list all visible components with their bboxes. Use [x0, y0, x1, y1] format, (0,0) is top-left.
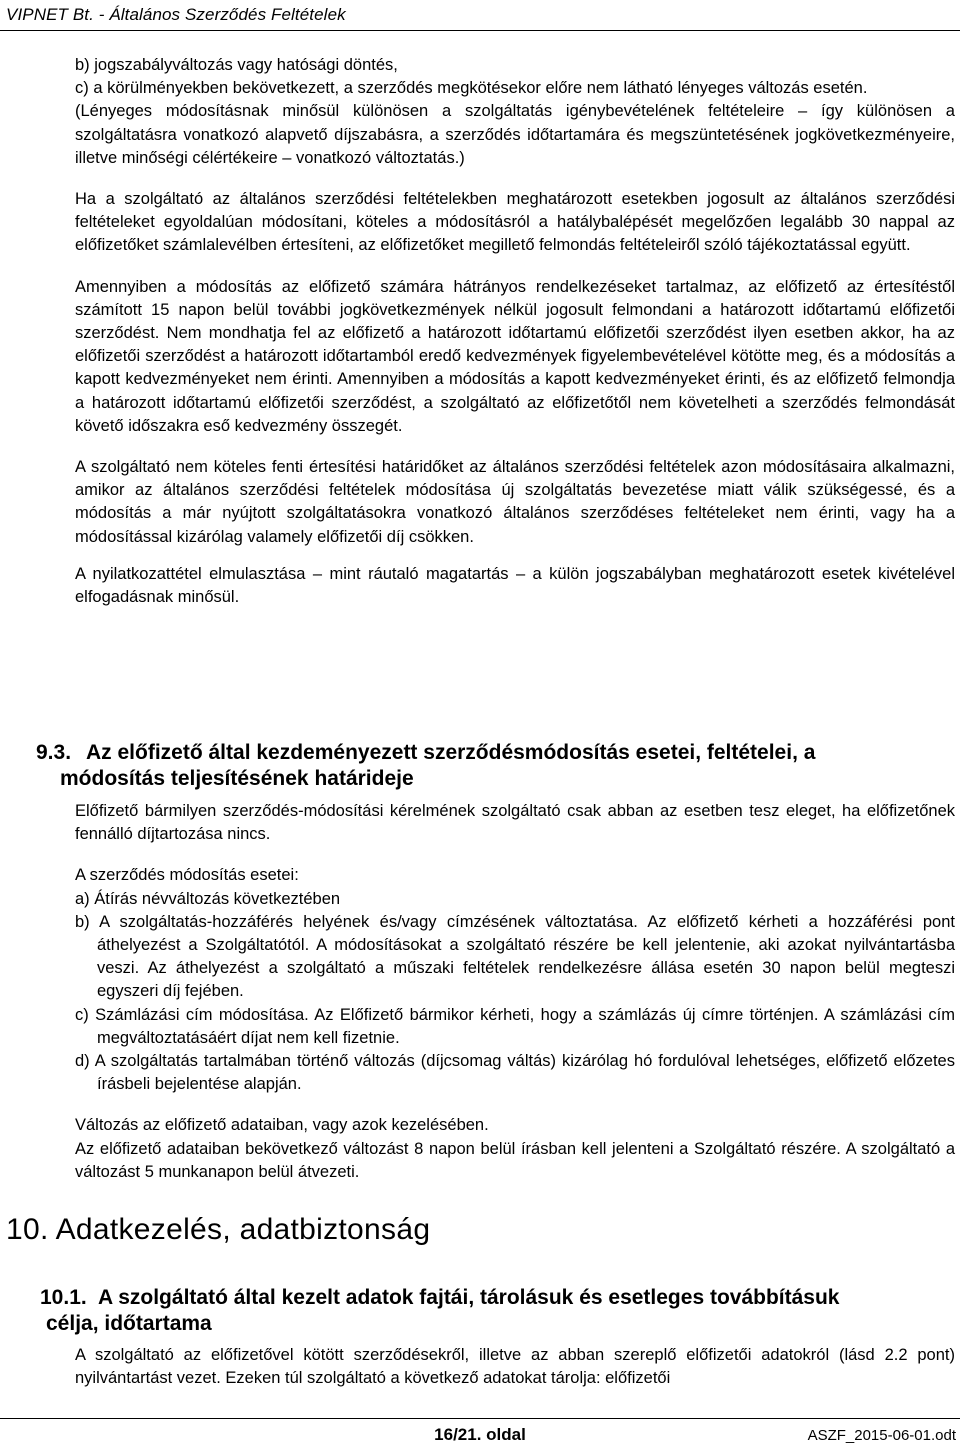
section-10-1-title-line1: A szolgáltató által kezelt adatok fajtái, tárolásuk és esetleges továbbításuk — [98, 1286, 840, 1309]
data-change-line: Változás az előfizető adataiban, vagy azok kezelésében. — [75, 1116, 489, 1135]
section-9-3-title-line2: módosítás teljesítésének határideje — [60, 767, 414, 790]
modification-case-c: c) Számlázási cím módosítása. Az Előfizető bármikor kérheti, hogy a számlázás új címre történjen. A számlázási cím megváltoztatásáért díjat nem kell fizetnie. — [75, 1005, 955, 1047]
section-9-3-title-line1: Az előfizető által kezdeményezett szerződésmódosítás esetei, feltételei, a — [86, 741, 816, 764]
paragraph-unilateral-change: Ha a szolgáltató az általános szerződési feltételekben meghatározott esetekben jogosult az általános szerződési feltételeket egyoldalúan módosítani, köteles a módosításról a hatálybalépését megelőzően legalább 30 nappal az előfizetőket számlalevélben értesíteni, az előfizetőket megillető felmondás feltételeiről szóló tájékoztatással együtt. — [75, 190, 955, 255]
modification-case-d: d) A szolgáltatás tartalmában történő változás (díjcsomag váltás) kizárólag hó fordulóval lehetséges, előfizető előzetes írásbeli bejelentése alapján. — [75, 1052, 955, 1094]
modification-case-b: b) A szolgáltatás-hozzáférés helyének és/vagy címzésének változtatása. Az előfizető kérheti a hozzáférési pont áthelyezést a Szolgáltatótól. A módosításokat a szolgáltató részére be kell jelentenie, aki azokat nyilvántartásba veszi. Az áthelyezést a szolgáltató a műszaki feltételek rendelkezésre állása esetén 30 napon belül megteszi egyszeri díj fejében. — [75, 912, 955, 1001]
modification-cases-title: A szerződés módosítás esetei: — [75, 866, 299, 885]
footer-divider — [0, 1418, 960, 1419]
list-item-c: c) a körülményekben bekövetkezett, a szerződés megkötésekor előre nem látható lényeges változás esetén. — [75, 79, 868, 98]
section-10-heading: 10. Adatkezelés, adatbiztonság — [6, 1213, 431, 1246]
paragraph-disadvantageous-change: Amennyiben a módosítás az előfizető számára hátrányos rendelkezéseket tartalmaz, az előfizető az értesítéstől számított 15 napon belül további jogkövetkezmények nélkül jogosult felmondani a határozott időtartamú előfizetői szerződést. Nem mondhatja fel az előfizető a határozott időtartamú előfizetői szerződést ilyen esetben akkor, ha az előfizetői szerződést a határozott időtartamból eredő kedvezmények figyelembevételével kötötte meg, és a módosítás a kapott kedvezményeket nem érinti. Amennyiben a módosítás a kapott kedvezményeket érinti, és az előfizető felmondja a határozott időtartamú előfizetői szerződést, a szolgáltató az előfizetőtől nem követelheti a szerződés felmondását követő időszakra eső kedvezmény összegét. — [75, 277, 955, 435]
paragraph-significant-change: (Lényeges módosításnak minősül különösen a szolgáltatás igénybevételének feltételeire – így különösen a szolgáltatásra vonatkozó alapvető díjszabásra, a szerződés időtartamára és megszüntetésének jogkövetkezményeire, illetve minőségi célértékeire – vonatkozó változtatás.) — [75, 102, 955, 167]
paragraph-implied-acceptance: A nyilatkozattétel elmulasztása – mint ráutaló magatartás – a külön jogszabályban meghatározott esetek kivételével elfogadásnak minősül. — [75, 564, 955, 607]
section-10-1-heading — [40, 1285, 950, 1337]
section-10-1-body — [75, 1344, 955, 1390]
page-number: 16/21. oldal — [434, 1425, 526, 1444]
document-body-top — [75, 54, 955, 609]
paragraph-records: A szolgáltató az előfizetővel kötött szerződésekről, illetve az abban szereplő előfizetői adatokról (lásd 2.2 pont) nyilvántartást vezet. Ezeken túl szolgáltató a következő adatokat tárolja: előfizetői — [75, 1346, 955, 1388]
section-9-3-number: 9.3. — [36, 741, 72, 764]
paragraph-notice-exemption: A szolgáltató nem köteles fenti értesítési határidőket az általános szerződési feltételek azon módosításaira alkalmazni, amikor az általános szerződési feltételek módosítása új szolgáltatás bevezetése miatt válik szükségessé, és a módosítás a már nyújtott szolgáltatásokra vonatkozó általános szerződéses feltételeket nem érinti, vagy ha a módosítással kizárólag valamely előfizetői díj csökken. — [75, 458, 955, 546]
header-divider — [0, 30, 960, 31]
paragraph-debt-condition: Előfizető bármilyen szerződés-módosítási kérelmének szolgáltató csak abban az esetben tesz eleget, ha előfizetőnek fennálló díjtartozása nincs. — [75, 802, 955, 844]
data-change-paragraph: Az előfizető adataiban bekövetkező változást 8 napon belül írásban kell jelenteni a Szolgáltató részére. A szolgáltató a változást 5 munkanapon belül átvezeti. — [75, 1139, 955, 1181]
section-10-1-title-line2: célja, időtartama — [46, 1312, 212, 1335]
list-item-b: b) jogszabályváltozás vagy hatósági döntés, — [75, 56, 398, 74]
section-9-3-body — [75, 800, 955, 1184]
modification-case-a: a) Átírás névváltozás következtében — [75, 889, 341, 908]
document-filename: ASZF_2015-06-01.odt — [807, 1427, 956, 1444]
section-10-1-number: 10.1. — [40, 1286, 87, 1309]
section-9-3-heading — [36, 740, 920, 792]
document-header-title: VIPNET Bt. - Általános Szerződés Feltételek — [6, 5, 346, 24]
